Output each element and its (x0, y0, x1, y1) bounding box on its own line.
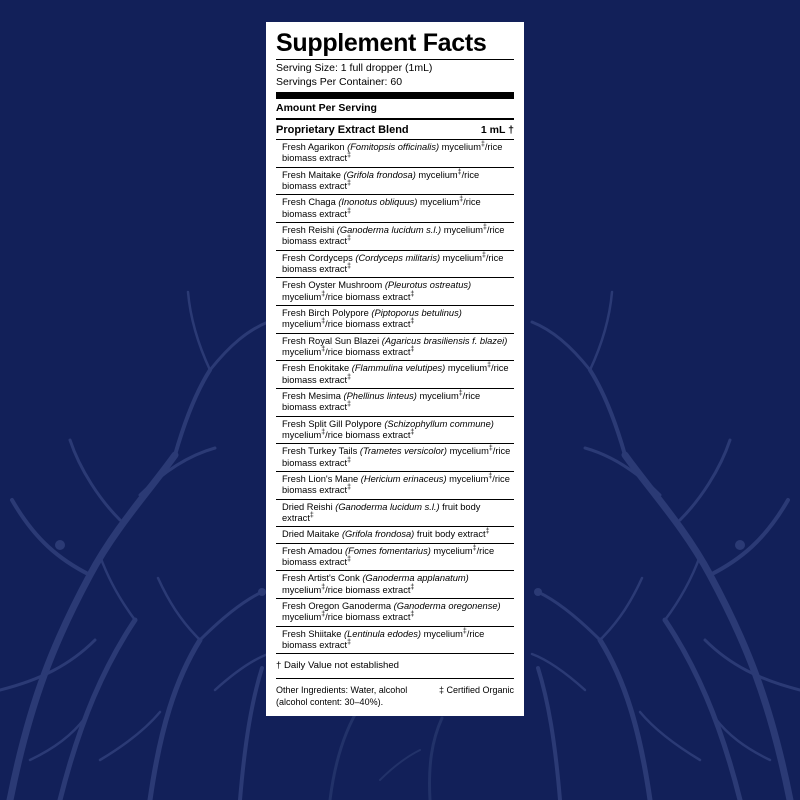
list-item: Fresh Oyster Mushroom (Pleurotus ostreatus) mycelium‡/rice biomass extract‡ (276, 278, 514, 306)
divider-under-amount-header (276, 118, 514, 120)
proprietary-blend-name: Proprietary Extract Blend (276, 124, 409, 137)
footer-row (276, 681, 514, 708)
divider-above-footer (276, 678, 514, 679)
divider-under-title (276, 59, 514, 60)
supplement-facts-panel (266, 22, 524, 716)
list-item: Fresh Reishi (Ganoderma lucidum s.l.) mycelium‡/rice biomass extract‡ (276, 223, 514, 251)
list-item: Fresh Birch Polypore (Piptoporus betulinus) mycelium‡/rice biomass extract‡ (276, 306, 514, 334)
proprietary-blend-amount: 1 mL † (480, 124, 514, 137)
list-item: Dried Maitake (Grifola frondosa) fruit body extract‡ (276, 527, 514, 543)
ingredient-list (276, 139, 514, 654)
other-ingredients-text: Other Ingredients: Water, alcohol (alcohol content: 30–40%). (276, 685, 408, 707)
serving-size-line: Serving Size: 1 full dropper (1mL) (276, 62, 433, 75)
list-item: Fresh Chaga (Inonotus obliquus) mycelium‡/rice biomass extract‡ (276, 195, 514, 223)
list-item: Fresh Turkey Tails (Trametes versicolor) mycelium‡/rice biomass extract‡ (276, 444, 514, 472)
list-item: Dried Reishi (Ganoderma lucidum s.l.) fruit body extract‡ (276, 500, 514, 528)
list-item: Fresh Amadou (Fomes fomentarius) mycelium‡/rice biomass extract‡ (276, 544, 514, 572)
list-item: Fresh Oregon Ganoderma (Ganoderma oregonense) mycelium‡/rice biomass extract‡ (276, 599, 514, 627)
servings-per-container-line: Servings Per Container: 60 (276, 75, 403, 88)
daily-value-note: † Daily Value not established (276, 660, 400, 672)
page-title: Supplement Facts (276, 29, 487, 57)
amount-per-serving-header: Amount Per Serving (276, 102, 377, 115)
proprietary-blend-row (276, 122, 514, 139)
list-item: Fresh Enokitake (Flammulina velutipes) mycelium‡/rice biomass extract‡ (276, 361, 514, 389)
list-item: Fresh Artist's Conk (Ganoderma applanatum) mycelium‡/rice biomass extract‡ (276, 571, 514, 599)
list-item: Fresh Mesima (Phellinus linteus) mycelium‡/rice biomass extract‡ (276, 389, 514, 417)
list-item: Fresh Royal Sun Blazei (Agaricus brasiliensis f. blazei) mycelium‡/rice biomass extract‡ (276, 334, 514, 362)
list-item: Fresh Cordyceps (Cordyceps militaris) mycelium‡/rice biomass extract‡ (276, 251, 514, 279)
list-item: Fresh Lion's Mane (Hericium erinaceus) mycelium‡/rice biomass extract‡ (276, 472, 514, 500)
list-item: Fresh Split Gill Polypore (Schizophyllum commune) mycelium‡/rice biomass extract‡ (276, 417, 514, 445)
list-item: Fresh Maitake (Grifola frondosa) mycelium‡/rice biomass extract‡ (276, 168, 514, 196)
certification-text: ‡ Certified Organic (438, 685, 514, 696)
divider-thick-amount (276, 92, 514, 99)
list-item: Fresh Agarikon (Fomitopsis officinalis) mycelium‡/rice biomass extract‡ (276, 139, 514, 168)
list-item: Fresh Shiitake (Lentinula edodes) mycelium‡/rice biomass extract‡ (276, 627, 514, 655)
